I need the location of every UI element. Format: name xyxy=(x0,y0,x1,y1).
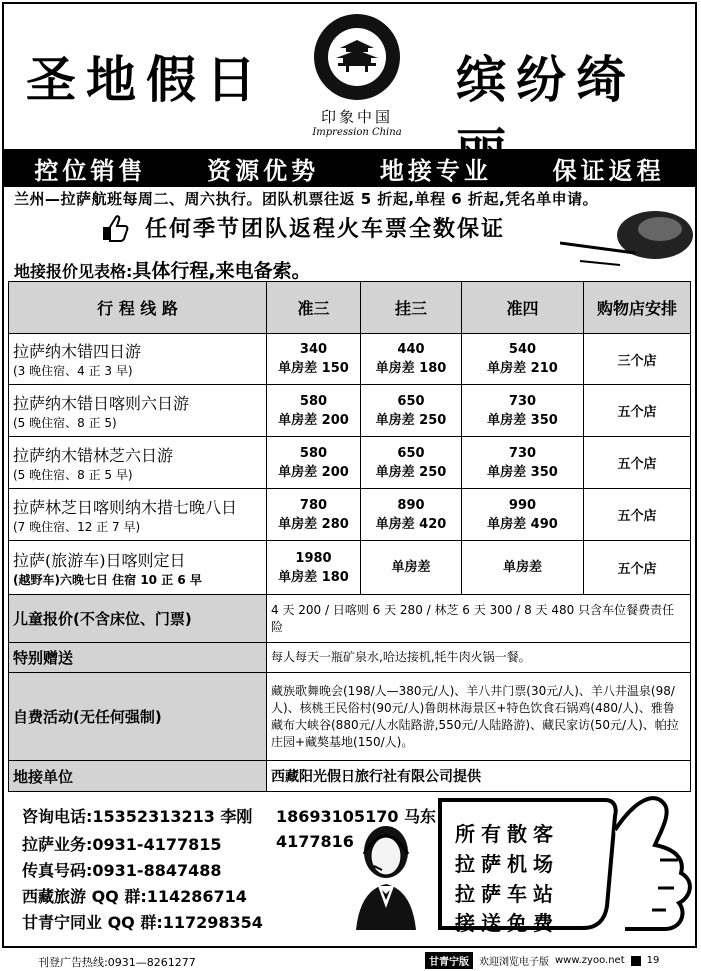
site-url[interactable]: www.zyoo.net xyxy=(555,955,625,966)
slogan-right: 缤纷绮 xyxy=(456,50,636,109)
price: 780 xyxy=(299,497,328,513)
contact-qq-peer: 甘青宁同业 QQ 群:117298354 xyxy=(22,913,263,932)
operator-photo xyxy=(342,820,430,930)
itinerary-table xyxy=(8,281,691,792)
single-supplement: 单房差 250 xyxy=(375,412,447,428)
col-header-class3: 准四 xyxy=(462,282,584,334)
price: 580 xyxy=(299,445,328,461)
optional-row xyxy=(9,673,691,761)
price: 540 xyxy=(508,342,537,357)
page-marker-icon xyxy=(631,956,641,966)
banner-item: 地接专业 xyxy=(379,156,492,185)
gift-value: 每人每天一瓶矿泉水,哈达接机,牦牛肉火锅一餐。 xyxy=(267,643,691,673)
single-supplement: 单房差 250 xyxy=(375,464,447,480)
agency-value: 西藏阳光假日旅行社有限公司提供 xyxy=(267,761,691,792)
feature-banner xyxy=(4,149,695,187)
table-row xyxy=(9,541,691,595)
contact-phone-2: 18693105170 马东 xyxy=(276,807,437,826)
card-line-4: 接送免费 xyxy=(455,911,559,935)
single-supplement: 单房差 280 xyxy=(278,516,349,532)
price-note xyxy=(14,256,311,283)
banner-item: 资源优势 xyxy=(207,156,320,185)
price: 650 xyxy=(397,393,425,409)
slogan-left: 圣地假日 xyxy=(26,50,266,109)
single-supplement: 单房差 200 xyxy=(278,412,349,428)
child-price-row xyxy=(9,595,691,643)
optional-value: 藏族歌舞晚会(198/人—380元/人)、羊八井门票(30元/人)、羊八井温泉(98/人)、核桃王民俗村(90元/人)鲁朗林海景区+特色饮食石锅鸡(480/人)、雅鲁藏布大峡谷(880元/人水陆路游,550元/人陆路游)、藏民家访(50元/人)、帕拉庄园+藏獒基地(150/人)。 xyxy=(267,673,691,761)
footer-info xyxy=(425,952,659,969)
shop-count: 五个店 xyxy=(584,437,691,489)
child-price-label: 儿童报价(不含床位、门票) xyxy=(9,595,267,643)
table-row xyxy=(9,334,691,385)
train-guarantee: 任何季节团队返程火车票全数保证 xyxy=(145,217,506,242)
contact-fax: 传真号码:0931-8847488 xyxy=(22,861,222,880)
section-tag: 甘青宁版 xyxy=(425,952,473,969)
route-detail: (5 晚住宿、8 正 5) xyxy=(13,415,117,430)
gift-label: 特别赠送 xyxy=(9,643,267,673)
price: 730 xyxy=(508,393,537,409)
card-line-1: 所有散客 xyxy=(455,822,559,846)
logo xyxy=(302,14,412,149)
route-detail: (越野车)六晚七日 住宿 10 正 6 早 xyxy=(13,572,202,587)
price: 340 xyxy=(299,342,328,357)
price: 730 xyxy=(508,445,537,461)
price-note-prefix: 地接报价见表格: xyxy=(14,262,133,281)
logo-emblem xyxy=(314,14,400,100)
price: 580 xyxy=(299,393,328,409)
table-header-row xyxy=(9,282,691,334)
single-supplement: 单房差 xyxy=(391,560,431,575)
price: 890 xyxy=(397,497,425,513)
table-row xyxy=(9,489,691,541)
col-header-class2: 挂三 xyxy=(361,282,462,334)
single-supplement: 单房差 180 xyxy=(375,361,447,376)
contact-qq-tibet: 西藏旅游 QQ 群:114286714 xyxy=(22,887,247,906)
card-line-2: 拉萨机场 xyxy=(455,852,559,876)
page-number: 19 xyxy=(646,955,660,966)
route-name: 拉萨纳木错四日游 xyxy=(13,342,142,361)
logo-english: Impression China xyxy=(312,127,402,138)
contact-lhasa-2: 4177816 xyxy=(276,832,354,851)
banner-item: 保证返程 xyxy=(552,156,665,185)
price: 440 xyxy=(397,342,425,357)
single-supplement: 单房差 210 xyxy=(487,361,558,376)
single-supplement: 单房差 350 xyxy=(487,464,558,480)
price: 990 xyxy=(508,497,537,513)
single-supplement: 单房差 xyxy=(502,560,542,575)
child-price-value: 4 天 200 / 日喀则 6 天 280 / 林芝 6 天 300 / 8 天 480 只含车位餐费责任险 xyxy=(267,595,691,643)
ad-hotline: 刊登广告热线:0931—8261277 xyxy=(38,956,196,969)
price: 650 xyxy=(397,445,425,461)
shop-count: 五个店 xyxy=(584,541,691,595)
col-header-route: 行 程 线 路 xyxy=(9,282,267,334)
thumbs-up-icon xyxy=(100,213,130,243)
single-supplement: 单房差 180 xyxy=(278,569,349,585)
contact-lhasa: 拉萨业务:0931-4177815 xyxy=(22,835,222,854)
contact-phone: 咨询电话:15352313213 李刚 xyxy=(22,807,253,826)
ink-brush-icon xyxy=(560,205,695,270)
logo-chinese: 印象中国 xyxy=(320,108,393,126)
route-detail: (3 晚住宿、4 正 3 早) xyxy=(13,364,133,378)
single-supplement: 单房差 150 xyxy=(278,361,349,376)
price: 1980 xyxy=(295,550,332,566)
single-supplement: 单房差 420 xyxy=(375,516,447,532)
col-header-class1: 准三 xyxy=(267,282,361,334)
single-supplement: 单房差 200 xyxy=(278,464,349,480)
route-detail: (5 晚住宿、8 正 5 早) xyxy=(13,467,133,482)
price-note-detail: 具体行程,来电备索。 xyxy=(132,260,311,282)
single-supplement: 单房差 350 xyxy=(487,412,558,428)
route-name: 拉萨林芝日喀则纳木措七晚八日 xyxy=(13,497,238,517)
route-name: 拉萨纳木错林芝六日游 xyxy=(13,445,174,465)
route-name: 拉萨(旅游车)日喀则定日 xyxy=(13,550,186,570)
browse-text: 欢迎浏览电子版 xyxy=(479,957,549,968)
card-line-3: 拉萨车站 xyxy=(455,882,559,906)
flight-notice: 兰州—拉萨航班每周二、周六执行。团队机票往返 5 折起,单程 6 折起,凭名单申请。 xyxy=(14,190,599,208)
header xyxy=(4,4,695,149)
table-row xyxy=(9,437,691,489)
route-detail: (7 晚住宿、12 正 7 早) xyxy=(13,519,141,534)
agency-row xyxy=(9,761,691,792)
shop-count: 三个店 xyxy=(584,334,691,385)
single-supplement: 单房差 490 xyxy=(487,516,558,532)
banner-item: 控位销售 xyxy=(34,156,147,185)
gift-row xyxy=(9,643,691,673)
optional-label: 自费活动(无任何强制) xyxy=(9,673,267,761)
pagoda-icon xyxy=(334,38,380,74)
col-header-shops: 购物店安排 xyxy=(584,282,691,334)
route-name: 拉萨纳木错日喀则六日游 xyxy=(13,393,190,413)
agency-label: 地接单位 xyxy=(9,761,267,792)
shop-count: 五个店 xyxy=(584,385,691,437)
shop-count: 五个店 xyxy=(584,489,691,541)
table-row xyxy=(9,385,691,437)
